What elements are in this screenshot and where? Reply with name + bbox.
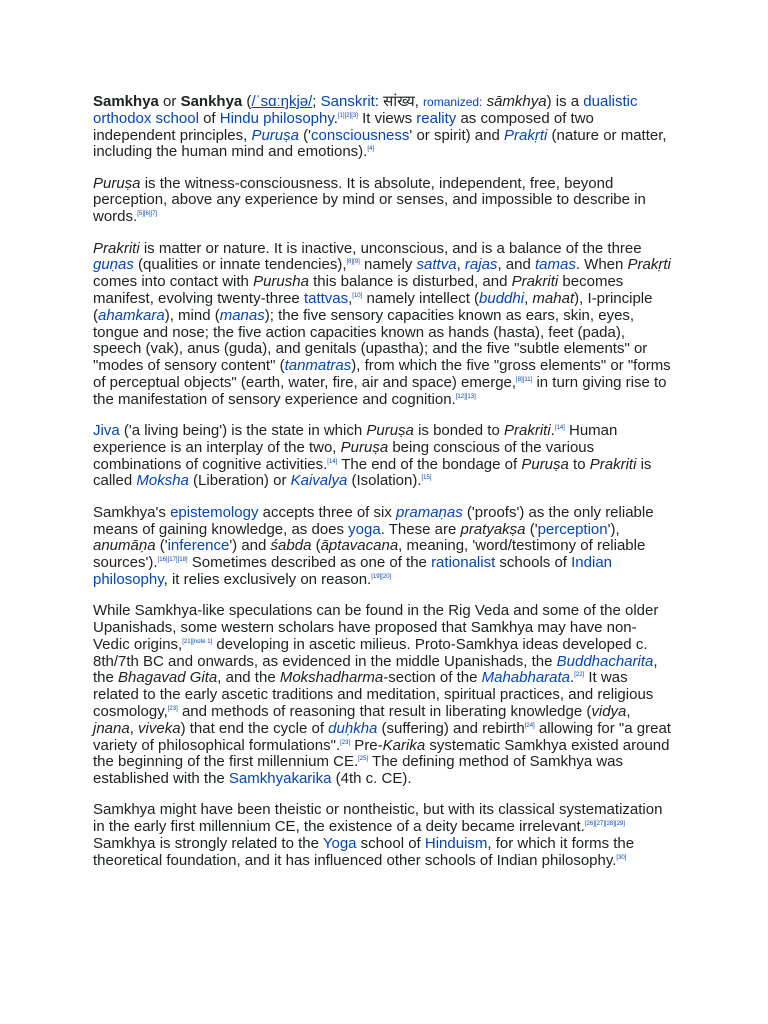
citation[interactable]: [10] bbox=[352, 292, 363, 299]
citation[interactable]: [4] bbox=[367, 146, 375, 153]
perception-link[interactable]: perception bbox=[537, 520, 608, 538]
moksha-link[interactable]: Moksha bbox=[136, 472, 189, 490]
paragraph-epistemology: Samkhya's epistemology accepts three of six pramaṇas ('proofs') as the only reliable means of gaining knowledge, as does yoga. These are pratyakṣa ('perception'), anumāṇa ('inference') and śabda (āptavacana, meaning, 'word/testimony of reliable sources').[16][17][18] Sometimes described as one of the rationalist schools of Indian philosophy, it relies exclusively on reason.[19][20] bbox=[93, 503, 654, 588]
duhkha-link[interactable]: duḥkha bbox=[328, 719, 378, 737]
paragraph-prakriti: Prakriti is matter or nature. It is inactive, unconscious, and is a balance of the three guṇas (qualities or innate tendencies),[8][9] namely sattva, rajas, and tamas. When Prakṛti comes into contact with Purusha this balance is disturbed, and Prakriti becomes manifest, evolving twenty-three tattvas,[10] namely intellect (buddhi, mahat), I-principle (ahamkara), mind (manas); the five sensory capacities known as ears, skin, eyes, tongue and nose; the five action capacities known as hands (hasta), feet (pada), speech (vak), anus (guda), and genitals (upastha); and the five "subtle elements" or "modes of sensory content" (tanmatras), from which the five "gross elements" or "forms of perceptual objects" (earth, water, fire, air and space) emerge,[8][11] in turn giving rise to the manifestation of sensory experience and cognition.[12][13] bbox=[93, 239, 671, 408]
citation[interactable]: [22] bbox=[574, 672, 585, 679]
tamas-link[interactable]: tamas bbox=[534, 256, 576, 274]
mahabharata-link[interactable]: Mahabharata bbox=[481, 669, 571, 687]
prakrti-link[interactable]: Prakṛti bbox=[503, 126, 548, 144]
devanagari-text: सांख्य bbox=[383, 93, 415, 110]
paragraph-theism: Samkhya might have been theistic or nontheistic, but with its classical systematization in the early first millennium CE, the existence of a deity became irrelevant.[26][27][28][29] Samkhya is strongly related to the Yoga school of Hinduism, for which it forms the theoretical foundation, and it has influenced other schools of Indian philosophy.[30] bbox=[93, 801, 663, 869]
consciousness-link[interactable]: consciousness bbox=[311, 126, 410, 144]
hinduism-link[interactable]: Hinduism bbox=[424, 835, 488, 853]
kaivalya-link[interactable]: Kaivalya bbox=[290, 472, 348, 490]
citation[interactable]: [5][6][7] bbox=[137, 211, 158, 218]
article-body bbox=[93, 94, 673, 884]
yoga-link[interactable]: yoga bbox=[348, 520, 381, 538]
reality-link[interactable]: reality bbox=[416, 109, 457, 127]
inference-link[interactable]: inference bbox=[167, 537, 230, 555]
indian-philosophy-link[interactable]: Indian philosophy bbox=[93, 554, 613, 588]
paragraph-jiva: Jiva ('a living being') is the state in which Puruṣa is bonded to Prakriti.[14] Human experience is an interplay of the two, Puruṣa being conscious of the various combinations of cognitive activities.[14] The end of the bondage of Puruṣa to Prakriti is called Moksha (Liberation) or Kaivalya (Isolation).[15] bbox=[93, 422, 652, 490]
citation[interactable]: [23] bbox=[167, 706, 178, 712]
rajas-link[interactable]: rajas bbox=[464, 256, 498, 274]
hindu-philosophy-link[interactable]: Hindu philosophy bbox=[219, 109, 334, 127]
ipa-link[interactable]: /ˈsɑːŋkjə/ bbox=[251, 93, 313, 110]
samkhyakarika-link[interactable]: Samkhyakarika bbox=[228, 770, 332, 788]
citation[interactable]: [23] bbox=[340, 739, 351, 746]
dualistic-link[interactable]: dualistic bbox=[583, 93, 638, 110]
term-samkhya: Samkhya bbox=[93, 93, 159, 110]
citation[interactable]: [30] bbox=[616, 854, 627, 861]
gunas-link[interactable]: guṇas bbox=[93, 256, 134, 274]
tattvas-link[interactable]: tattvas bbox=[303, 289, 349, 307]
term-sankhya: Sankhya bbox=[180, 93, 243, 110]
paragraph-intro: Samkhya or Sankhya (/ˈsɑːŋkjə/; Sanskrit: सांख्य, romanized: sāmkhya) is a dualistic orthodox school of Hindu philosophy.[1][2][3] It views reality as composed of two independent principles, Puruṣa ('consciousness' or spirit) and Prakṛti (nature or matter, including the human mind and emotions).[4] bbox=[93, 93, 667, 161]
jiva-link[interactable]: Jiva bbox=[93, 422, 120, 440]
citation[interactable]: [26][27][28][29] bbox=[584, 821, 625, 828]
tanmatras-link[interactable]: tanmatras bbox=[284, 357, 352, 375]
citation[interactable]: [21][note 1] bbox=[182, 638, 213, 645]
citation[interactable]: [8][11] bbox=[516, 376, 533, 383]
citation[interactable]: [25] bbox=[358, 756, 369, 763]
rationalist-link[interactable]: rationalist bbox=[431, 554, 496, 572]
citation[interactable]: [14] bbox=[554, 425, 565, 432]
ahamkara-link[interactable]: ahamkara bbox=[98, 306, 165, 324]
buddhacharita-link[interactable]: Buddhacharita bbox=[556, 652, 654, 670]
citation[interactable]: [24] bbox=[524, 722, 535, 729]
romanized-term: sāmkhya bbox=[482, 93, 547, 110]
manas-link[interactable]: manas bbox=[219, 306, 265, 324]
citation[interactable]: [15] bbox=[421, 475, 432, 482]
paragraph-purusa: Puruṣa is the witness-consciousness. It is absolute, independent, free, beyond perception, above any experience by mind or senses, and impossible to describe in words.[5][6][7] bbox=[93, 174, 646, 226]
citation[interactable]: [12][13] bbox=[455, 393, 476, 400]
sanskrit-link[interactable]: Sanskrit bbox=[320, 93, 375, 110]
citation[interactable]: [8][9] bbox=[346, 259, 360, 266]
paragraph-origins: While Samkhya-like speculations can be found in the Rig Veda and some of the older Upanishads, some western scholars have proposed that Samkhya may have non-Vedic origins,[21][note 1] developing in ascetic milieus. Proto-Samkhya ideas developed c. 8th/7th BC and onwards, as evidenced in the middle Upanishads, the Buddhacharita, the Bhagavad Gita, and the Mokshadharma-section of the Mahabharata.[22] It was related to the early ascetic traditions and meditation, spiritual practices, and religious cosmology,[23] and methods of reasoning that result in liberating knowledge (vidya, jnana, viveka) that end the cycle of duḥkha (suffering) and rebirth[24] allowing for "a great variety of philosophical formulations".[23] Pre-Karika systematic Samkhya existed around the beginning of the first millennium CE.[25] The defining method of Samkhya was established with the Samkhyakarika (4th c. CE). bbox=[93, 602, 671, 788]
epistemology-link[interactable]: epistemology bbox=[170, 503, 259, 521]
sattva-link[interactable]: sattva bbox=[416, 256, 457, 274]
citation[interactable]: [1][2][3] bbox=[337, 112, 358, 119]
orthodox-school-link[interactable]: orthodox school bbox=[93, 109, 199, 127]
citation[interactable]: [19][20] bbox=[371, 573, 392, 580]
yoga-school-link[interactable]: Yoga bbox=[322, 835, 357, 853]
term-purusa: Puruṣa bbox=[93, 174, 141, 192]
buddhi-link[interactable]: buddhi bbox=[479, 289, 525, 307]
citation[interactable]: [16][17][18] bbox=[157, 557, 188, 564]
citation[interactable]: [14] bbox=[327, 458, 338, 465]
pramanas-link[interactable]: pramaṇas bbox=[396, 503, 463, 521]
romanized-link[interactable]: romanized: bbox=[423, 95, 483, 109]
purusa-link[interactable]: Puruṣa bbox=[251, 126, 299, 144]
